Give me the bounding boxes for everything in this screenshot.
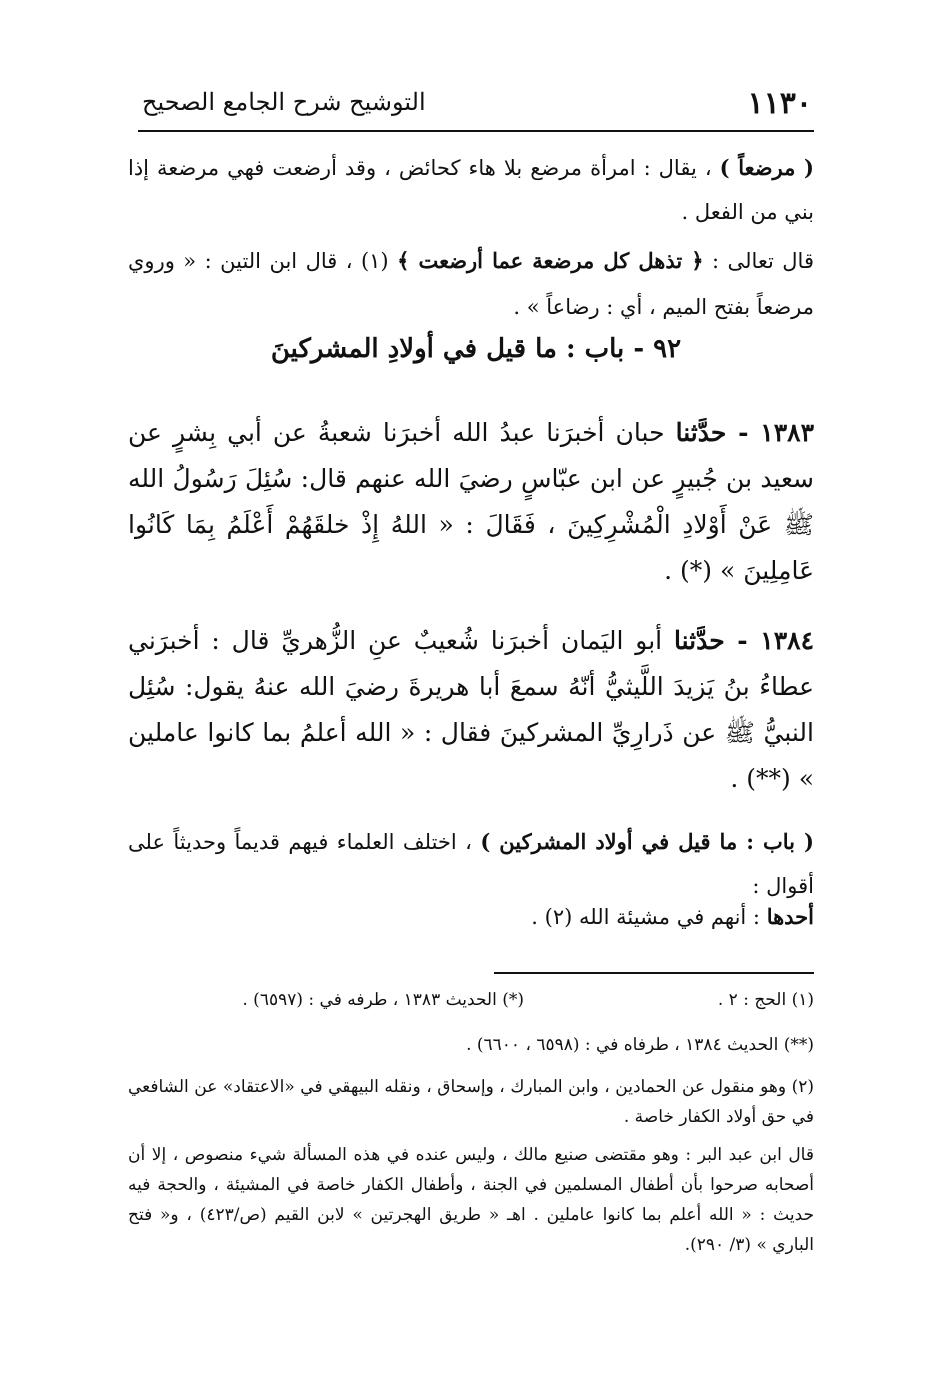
- header-divider: [138, 130, 814, 132]
- intro-paragraph: [128, 146, 814, 234]
- hadith-1384: [128, 618, 814, 802]
- intro-text: ، يقال : امرأة مرضع بلا هاء كحائض ، وقد أرضعت فهي مرضعة إذا بني من الفعل .: [128, 156, 814, 224]
- commentary-text: ، اختلف العلماء فيهم قديماً وحديثاً على أقوال :: [128, 830, 814, 898]
- opinion-text: : أنهم في مشيئة الله (٢) .: [531, 905, 767, 929]
- footnote-2: (٢) وهو منقول عن الحمادين ، وابن المبارك ، وإسحاق ، ونقله البيهقي في «الاعتقاد» عن الشافعي في حق أولاد الكفار خاصة .: [128, 1077, 814, 1127]
- quran-commentary: ، قال ابن التين : « وروي مرضعاً بفتح الميم ، أي : رضاعاً » .: [128, 249, 814, 319]
- footnote-star: (*) الحديث ١٣٨٣ ، طرفه في : (٦٥٩٧) .: [242, 990, 524, 1010]
- hadith-number: ١٣٨٤ - حدَّثنا: [673, 626, 814, 655]
- footnote-divider: [494, 972, 814, 974]
- quran-ref: (١): [352, 249, 398, 273]
- quran-intro: قال تعالى :: [703, 249, 814, 273]
- hadith-text: أبو اليَمان أخبرَنا شُعيبٌ عنِ الزُّهريِّ قال : أخبرَني عطاءُ بنُ يَزيدَ اللَّيثيُّ أنّهُ سمعَ أبا هريرةَ رضيَ الله عنهُ يقول: سُئِل النبيُّ ﷺ عن ذَرارِيِّ المشركينَ فقال : « الله أعلمُ بما كانوا عاملين » (**) .: [128, 626, 814, 793]
- footnote-2-continued: قال ابن عبد البر : وهو مقتضى صنيع مالك ، وليس عنده في هذه المسألة شيء منصوص ، إلا أن أصحابه صرحوا بأن أطفال المسلمين في الجنة ، وأطفال الكفار خاصة في المشيئة ، والحجة فيه حديث : « الله أعلم بما كانوا عاملين . اهـ « طريق الهجرتين » لابن القيم (ص/٤٢٣) ، و« فتح الباري » (٣/ ٢٩٠).: [128, 1145, 814, 1255]
- footnote-1: (١) الحج : ٢ .: [717, 990, 814, 1010]
- quran-verse: ﴿ تذهل كل مرضعة عما أرضعت ﴾: [397, 248, 704, 273]
- running-title: التوشيح شرح الجامع الصحيح: [142, 88, 426, 116]
- quran-paragraph: [128, 238, 814, 330]
- commentary-term: ( باب : ما قيل في أولاد المشركين ): [480, 829, 814, 854]
- opinion-label: أحدها: [766, 904, 814, 929]
- hadith-text: حبان أخبرَنا عبدُ الله أخبرَنا شعبةُ عن أبي بِشرٍ عن سعيد بن جُبيرٍ عن ابن عبّاسٍ رضيَ الله عنهم قال: سُئِلَ رَسُولُ الله ﷺ عَنْ أَوْلادِ الْمُشْرِكِينَ ، فَقَالَ : « اللهُ إِذْ خلقَهُمْ أَعْلَمُ بِمَا كَانُوا عَامِلِينَ » (*) .: [128, 418, 814, 585]
- hadith-1383: [128, 410, 814, 594]
- footnote-double-star: (**) الحديث ١٣٨٤ ، طرفاه في : (٦٥٩٨ ، ٦٦٠٠) .: [466, 1035, 814, 1055]
- hadith-number: ١٣٨٣ - حدَّثنا: [675, 418, 814, 447]
- term-highlight: ( مرضعاً ): [719, 155, 814, 180]
- page-number: ١١٣٠: [747, 86, 812, 121]
- commentary-paragraph: [128, 820, 814, 908]
- chapter-heading: ٩٢ - باب : ما قيل في أولادِ المشركينَ: [270, 334, 682, 364]
- first-opinion: [128, 904, 814, 929]
